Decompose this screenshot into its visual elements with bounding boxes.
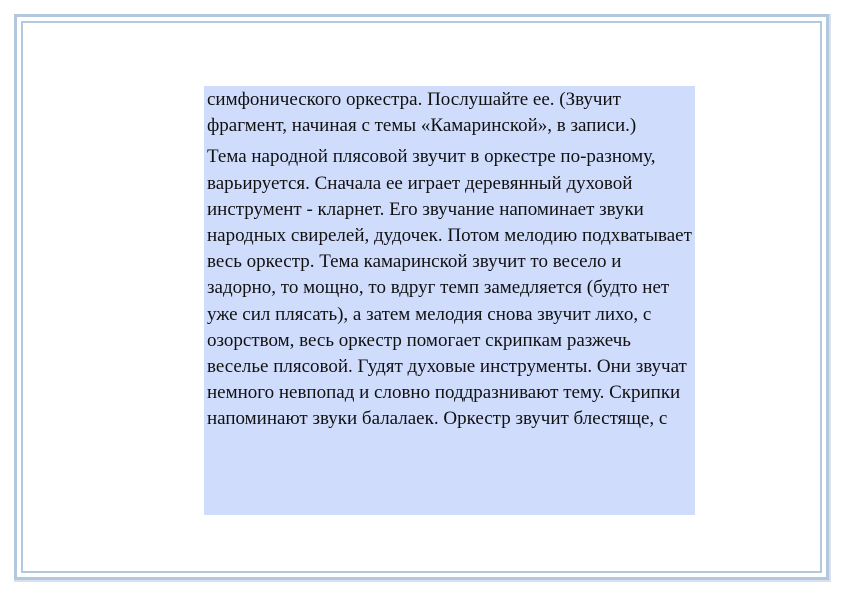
paragraph-1: симфонического оркестра. Послушайте ее. (Звучит фрагмент, начиная с темы «Камаринской», в записи.)	[207, 89, 637, 137]
frame-shadow-bottom	[14, 580, 831, 582]
frame-shadow-right	[829, 14, 831, 582]
paragraph-2: Тема народной плясовой звучит в оркестре по-разному, варьируется. Сначала ее играет деревянный духовой инструмент - кларнет. Его звучание напоминает звуки народных свирелей, дудочек. Потом мелодию подхватывает весь оркестр. Тема камаринской звучит то весело и задорно, то мощно, то вдруг темп замедляется (будто нет уже сил плясать), а затем мелодия снова звучит лихо, с озорством, весь оркестр помогает скрипкам разжечь веселье плясовой. Гудят духовые инструменты. Они звучат немного невпопад и словно поддразнивают тему. Скрипки напоминают звуки балалаек. Оркестр звучит блестяще, с	[207, 146, 692, 430]
text-box	[204, 86, 695, 515]
